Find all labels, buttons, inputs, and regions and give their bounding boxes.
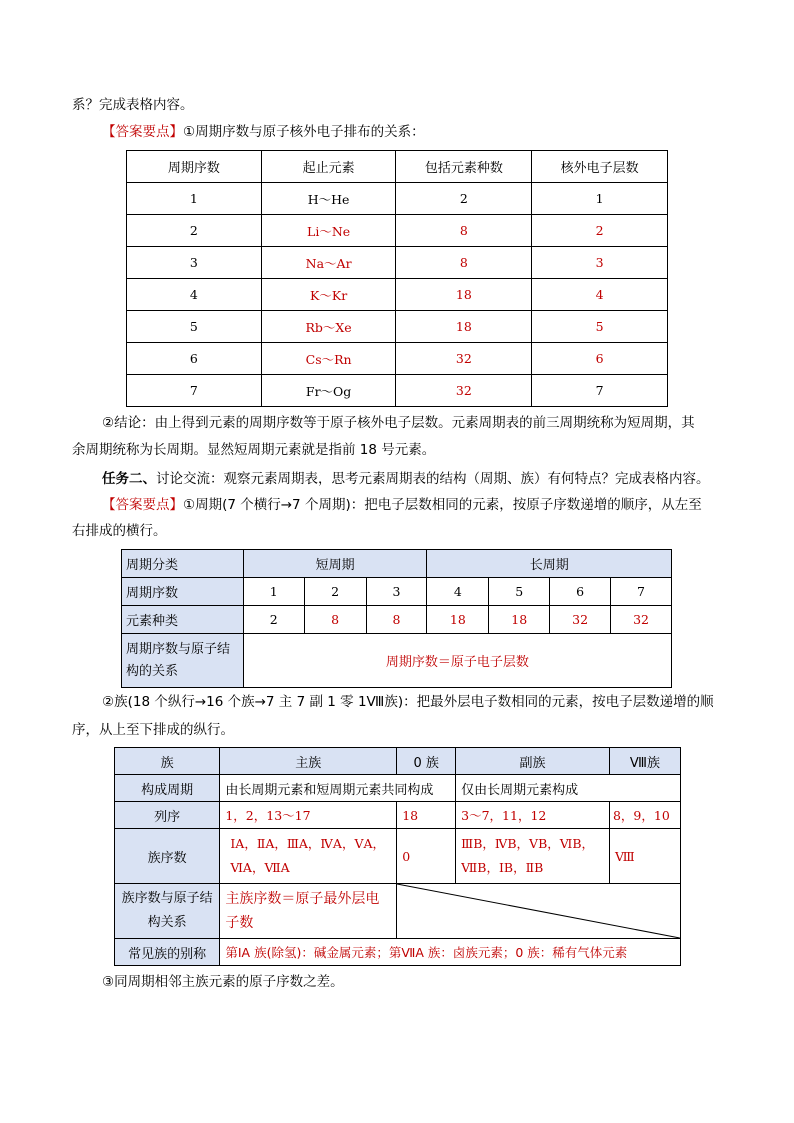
table-row: [115, 939, 681, 966]
table-header-row: [115, 748, 681, 775]
table-cell: 3: [127, 247, 262, 279]
table-row: [122, 578, 672, 606]
table-cell: 主族序数＝原子最外层电子数: [220, 884, 397, 939]
conclusion-line-1: ②结论：由上得到元素的周期序数等于原子核外电子层数。元素周期表的前三周期统称为短周期，其: [102, 415, 695, 431]
row-label-cell: 族序数: [115, 829, 220, 884]
table-cell: 8: [366, 606, 427, 634]
conclusion-line-2: 余周期统称为长周期。显然短周期元素就是指前 18 号元素。: [72, 442, 436, 458]
table-cell: 7: [611, 578, 672, 606]
task2-line: [102, 469, 710, 489]
table-row: [115, 884, 681, 939]
table-cell: 18: [427, 606, 489, 634]
answer-label: 【答案要点】: [102, 497, 183, 513]
table-cell: Fr～Og: [261, 375, 396, 407]
table-cell: 1: [243, 578, 304, 606]
row-label-cell: 构成周期: [115, 775, 220, 802]
table-row: [122, 606, 672, 634]
task2-text: 讨论交流：观察元素周期表，思考元素周期表的结构（周期、族）有何特点？完成表格内容。: [156, 471, 710, 487]
table-cell: Cs～Rn: [261, 343, 396, 375]
table-cell: K～Kr: [261, 279, 396, 311]
table-cell: 5: [127, 311, 262, 343]
group-line-1: ②族(18 个纵行→16 个族→7 主 7 副 1 零 1Ⅷ族)：把最外层电子数相同的元素，按电子层数递增的顺: [102, 694, 714, 710]
table-cell: 0: [397, 829, 456, 884]
table-cell: 4: [532, 279, 668, 311]
table-cell: Li～Ne: [261, 215, 396, 247]
table-cell: 18: [396, 279, 532, 311]
table-cell: 1: [127, 183, 262, 215]
intro-tail: 系？完成表格内容。: [72, 97, 194, 113]
row-label-cell: 常见族的别称: [115, 939, 220, 966]
empty-diagonal-cell: [397, 884, 681, 939]
table-header-cell: Ⅷ族: [609, 748, 680, 775]
table-cell: 2: [396, 183, 532, 215]
table-cell: 5: [532, 311, 668, 343]
table-header-cell: 族: [115, 748, 220, 775]
table-cell: 6: [127, 343, 262, 375]
table-cell: 6: [550, 578, 611, 606]
table-cell: 18: [397, 802, 456, 829]
answer-heading-1: [102, 122, 425, 142]
table-header-row: [127, 151, 668, 183]
table-header-cell: 包括元素种数: [396, 151, 532, 183]
table-cell: 2: [304, 578, 366, 606]
group-table: [114, 747, 681, 966]
table-row: [115, 829, 681, 884]
table-cell: H～He: [261, 183, 396, 215]
table-row: [127, 183, 668, 215]
table-cell: 4: [427, 578, 489, 606]
table-cell: ⅠA，ⅡA，ⅢA，ⅣA，ⅤA，ⅥA，ⅦA: [220, 829, 397, 884]
table-cell: 1，2，13～17: [220, 802, 397, 829]
table-cell: 仅由长周期元素构成: [456, 775, 681, 802]
table-header-cell: 起止元素: [261, 151, 396, 183]
table-cell: Na～Ar: [261, 247, 396, 279]
table-cell: 1: [532, 183, 668, 215]
row-label-cell: 周期序数: [122, 578, 244, 606]
row-label-cell: 周期分类: [122, 550, 244, 578]
relation-value-cell: 周期序数＝原子电子层数: [243, 634, 671, 688]
table-row: [122, 634, 672, 688]
row-label-cell: 族序数与原子结构关系: [115, 884, 220, 939]
answer-heading-2: [102, 495, 702, 515]
table-cell: Rb～Xe: [261, 311, 396, 343]
table-cell: 3: [366, 578, 427, 606]
table-cell: 32: [396, 343, 532, 375]
table-cell: 第ⅠA 族(除氢)：碱金属元素；第ⅦA 族：卤族元素；0 族：稀有气体元素: [220, 939, 681, 966]
table-cell: 8: [396, 247, 532, 279]
table-row: [127, 215, 668, 247]
table-cell: 2: [243, 606, 304, 634]
period-classification-table: [121, 549, 672, 688]
table-cell: 3～7，11，12: [456, 802, 610, 829]
short-period-header: 短周期: [243, 550, 427, 578]
period-line-1: ①周期(7 个横行→7 个周期)：把电子层数相同的元素，按原子序数递增的顺序，从左至: [183, 497, 702, 513]
table-cell: 2: [532, 215, 668, 247]
diagonal-line: [397, 884, 680, 938]
table-cell: 5: [489, 578, 550, 606]
table-cell: ⅢB，ⅣB，ⅤB，ⅥB，ⅦB，ⅠB，ⅡB: [456, 829, 610, 884]
table-cell: 3: [532, 247, 668, 279]
table-row: [127, 311, 668, 343]
table-header-cell: 0 族: [397, 748, 456, 775]
table-row: [127, 343, 668, 375]
table-header-cell: 主族: [220, 748, 397, 775]
table-row: [127, 375, 668, 407]
task2-label: 任务二、: [102, 471, 156, 487]
table-row: [115, 775, 681, 802]
table-cell: 8，9，10: [609, 802, 680, 829]
part1-title: ①周期序数与原子核外电子排布的关系：: [183, 124, 425, 140]
row-label-cell: 列序: [115, 802, 220, 829]
period-electron-table: [126, 150, 668, 407]
table-header-cell: 副族: [456, 748, 610, 775]
table-cell: 32: [611, 606, 672, 634]
table-cell: 2: [127, 215, 262, 247]
table-row: [127, 247, 668, 279]
part3-line: ③同周期相邻主族元素的原子序数之差。: [102, 974, 344, 990]
table-cell: 由长周期元素和短周期元素共同构成: [220, 775, 456, 802]
table-cell: 7: [127, 375, 262, 407]
table-cell: 32: [550, 606, 611, 634]
table-cell: Ⅷ: [609, 829, 680, 884]
long-period-header: 长周期: [427, 550, 672, 578]
period-line-2: 右排成的横行。: [72, 523, 167, 539]
table-cell: 18: [396, 311, 532, 343]
table-row: [115, 802, 681, 829]
table-header-cell: 周期序数: [127, 151, 262, 183]
table-cell: 8: [304, 606, 366, 634]
row-label-cell: 元素种类: [122, 606, 244, 634]
group-line-2: 序，从上至下排成的纵行。: [72, 722, 234, 738]
table-cell: 32: [396, 375, 532, 407]
table-header-cell: 核外电子层数: [532, 151, 668, 183]
table-cell: 6: [532, 343, 668, 375]
table-row: [127, 279, 668, 311]
table-cell: 4: [127, 279, 262, 311]
table-cell: 18: [489, 606, 550, 634]
table-row: [122, 550, 672, 578]
table-cell: 8: [396, 215, 532, 247]
answer-label: 【答案要点】: [102, 124, 183, 140]
table-cell: 7: [532, 375, 668, 407]
row-label-cell: 周期序数与原子结构的关系: [122, 634, 244, 688]
